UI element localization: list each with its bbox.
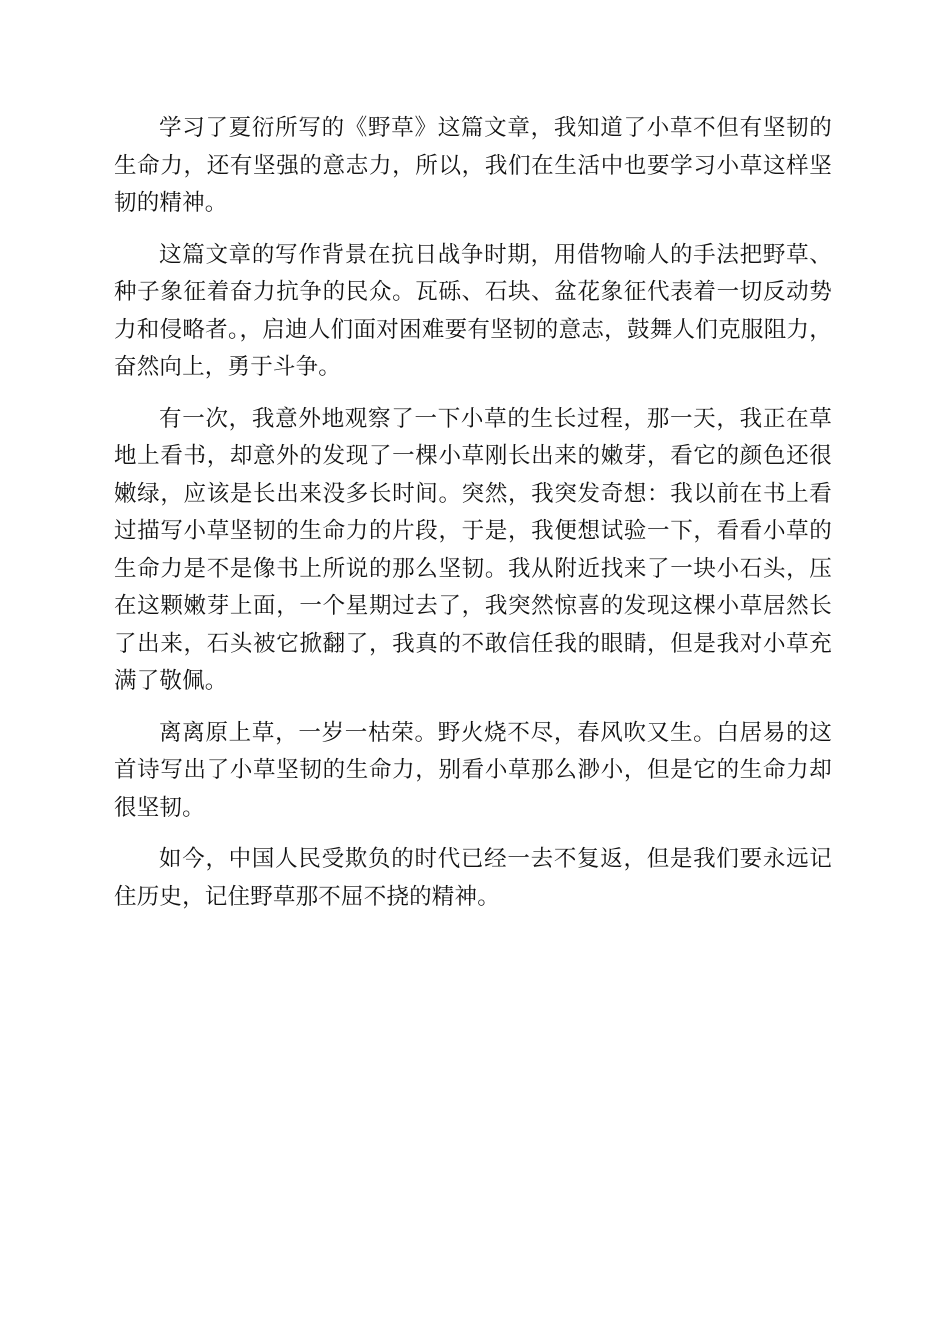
paragraph-5: 如今，中国人民受欺负的时代已经一去不复返，但是我们要永远记住历史，记住野草那不屈不挠的精神。 bbox=[114, 846, 832, 910]
document-page bbox=[114, 110, 832, 930]
paragraph-1: 学习了夏衍所写的《野草》这篇文章，我知道了小草不但有坚韧的生命力，还有坚强的意志力，所以，我们在生活中也要学习小草这样坚韧的精神。 bbox=[114, 115, 832, 216]
paragraph-2: 这篇文章的写作背景在抗日战争时期，用借物喻人的手法把野草、种子象征着奋力抗争的民众。瓦砾、石块、盆花象征代表着一切反动势力和侵略者。，启迪人们面对困难要有坚韧的意志，鼓舞人们克服阻力，奋然向上，勇于斗争。 bbox=[114, 241, 832, 380]
paragraph-4: 离离原上草，一岁一枯荣。野火烧不尽，春风吹又生。白居易的这首诗写出了小草坚韧的生命力，别看小草那么渺小，但是它的生命力却很坚韧。 bbox=[114, 719, 832, 821]
paragraph-3: 有一次，我意外地观察了一下小草的生长过程，那一天，我正在草地上看书，却意外的发现了一棵小草刚长出来的嫩芽，看它的颜色还很嫩绿，应该是长出来没多长时间。突然，我突发奇想：我以前在书上看过描写小草坚韧的生命力的片段，于是，我便想试验一下，看看小草的生命力是不是像书上所说的那么坚韧。我从附近找来了一块小石头，压在这颗嫩芽上面，一个星期过去了，我突然惊喜的发现这棵小草居然长了出来，石头被它掀翻了，我真的不敢信任我的眼睛，但是我对小草充满了敬佩。 bbox=[114, 405, 832, 694]
